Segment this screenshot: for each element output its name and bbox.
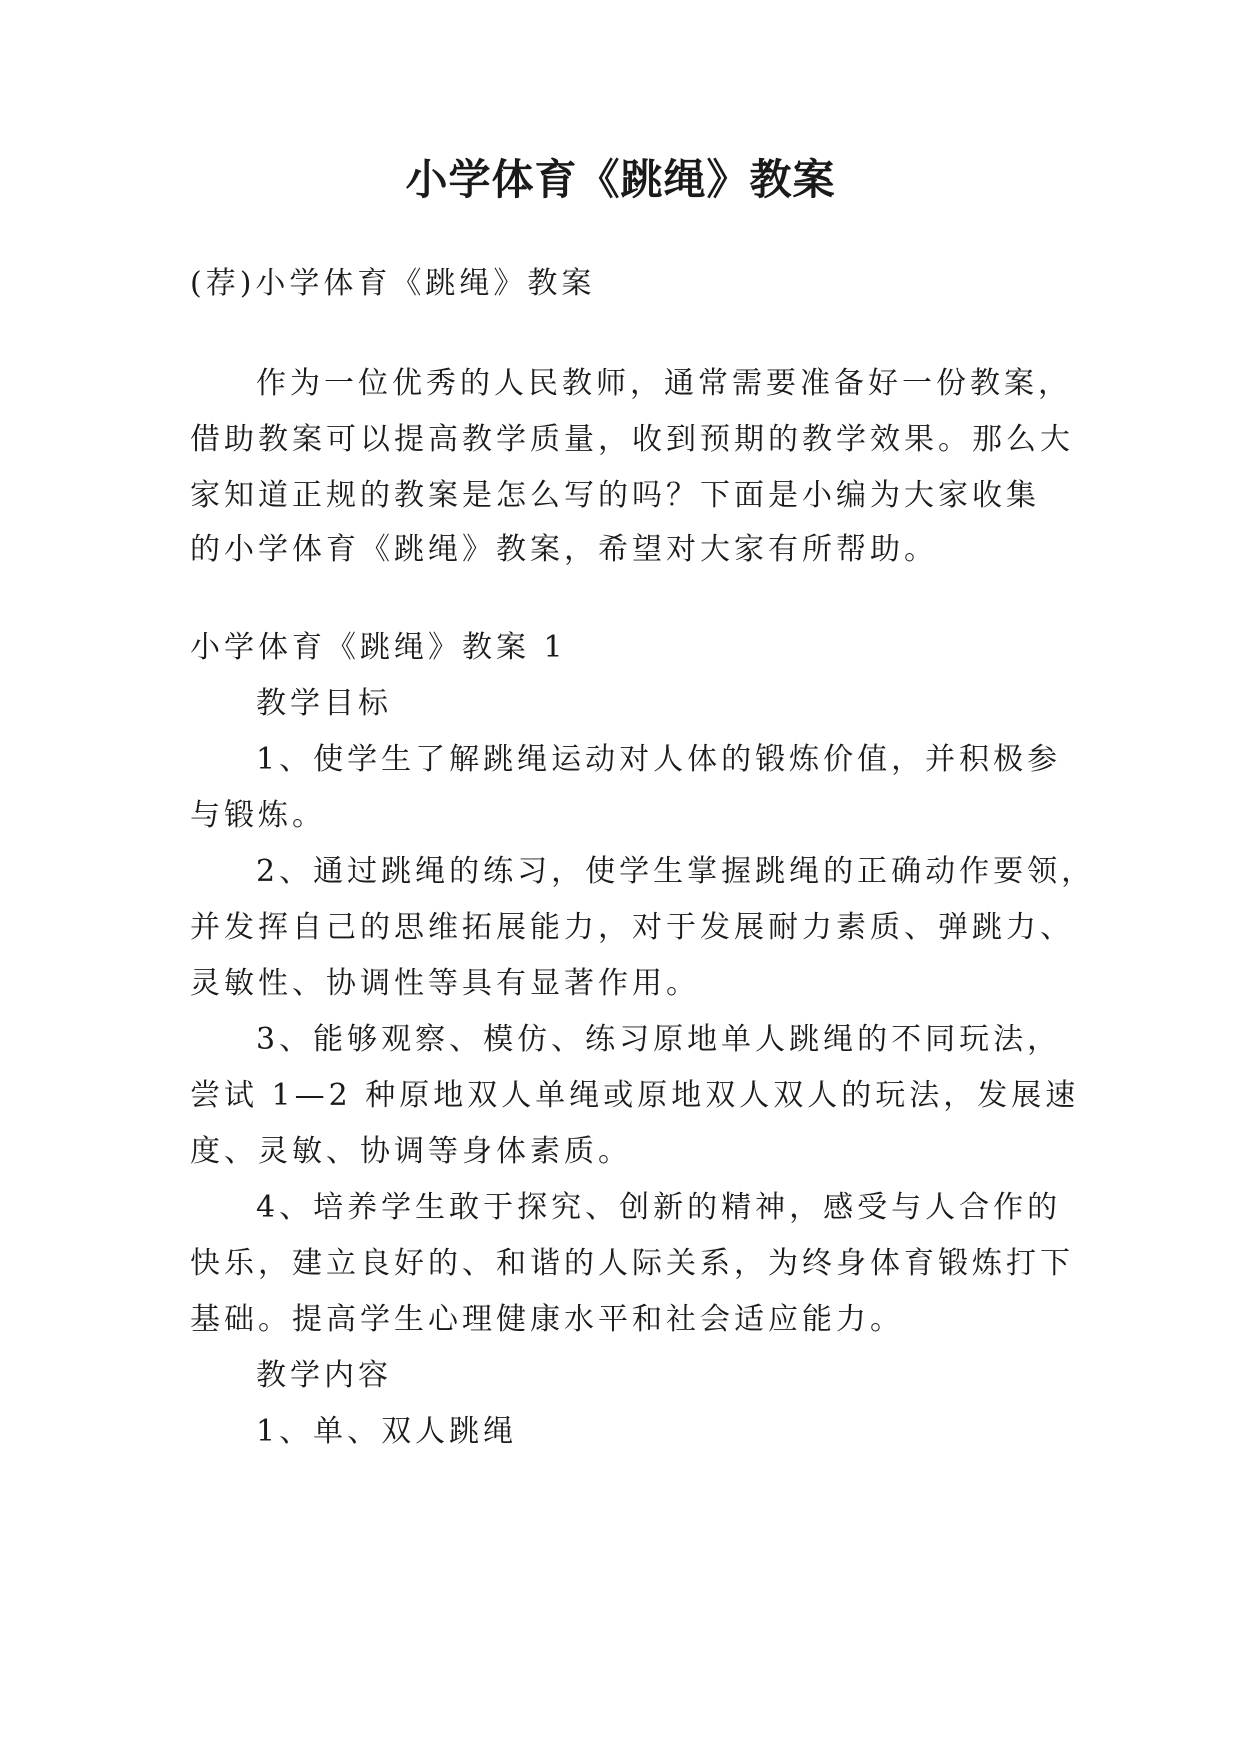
intro-line-4: 的小学体育《跳绳》教案，希望对大家有所帮助。 [190,532,938,567]
section-heading: 小学体育《跳绳》教案 1 [190,630,567,665]
document-title: 小学体育《跳绳》教案 [405,155,836,204]
goal-1-line-2: 与锻炼。 [190,798,326,833]
content-item-1: 1、单、双人跳绳 [256,1414,518,1449]
goal-3-line-1: 3、能够观察、模仿、练习原地单人跳绳的不同玩法， [256,1022,1062,1057]
intro-line-1: 作为一位优秀的人民教师，通常需要准备好一份教案， [256,366,1072,401]
goal-2-line-2: 并发挥自己的思维拓展能力，对于发展耐力素质、弹跳力、 [190,910,1074,945]
goals-heading: 教学目标 [256,686,392,721]
content-heading: 教学内容 [256,1358,392,1393]
goal-4-line-1: 4、培养学生敢于探究、创新的精神，感受与人合作的 [256,1190,1062,1225]
intro-line-3: 家知道正规的教案是怎么写的吗？下面是小编为大家收集 [190,478,1040,513]
goal-4-line-2: 快乐，建立良好的、和谐的人际关系，为终身体育锻炼打下 [190,1246,1074,1281]
goal-1-line-1: 1、使学生了解跳绳运动对人体的锻炼价值，并积极参 [256,742,1062,777]
intro-line-2: 借助教案可以提高教学质量，收到预期的教学效果。那么大 [190,422,1074,457]
goal-3-line-3: 度、灵敏、协调等身体素质。 [190,1134,632,1169]
goal-2-line-3: 灵敏性、协调性等具有显著作用。 [190,966,700,1001]
document-subtitle: (荐)小学体育《跳绳》教案 [190,266,596,301]
goal-3-line-2: 尝试 1—2 种原地双人单绳或原地双人双人的玩法，发展速 [190,1078,1080,1113]
goal-4-line-3: 基础。提高学生心理健康水平和社会适应能力。 [190,1302,904,1337]
goal-2-line-1: 2、通过跳绳的练习，使学生掌握跳绳的正确动作要领， [256,854,1096,889]
